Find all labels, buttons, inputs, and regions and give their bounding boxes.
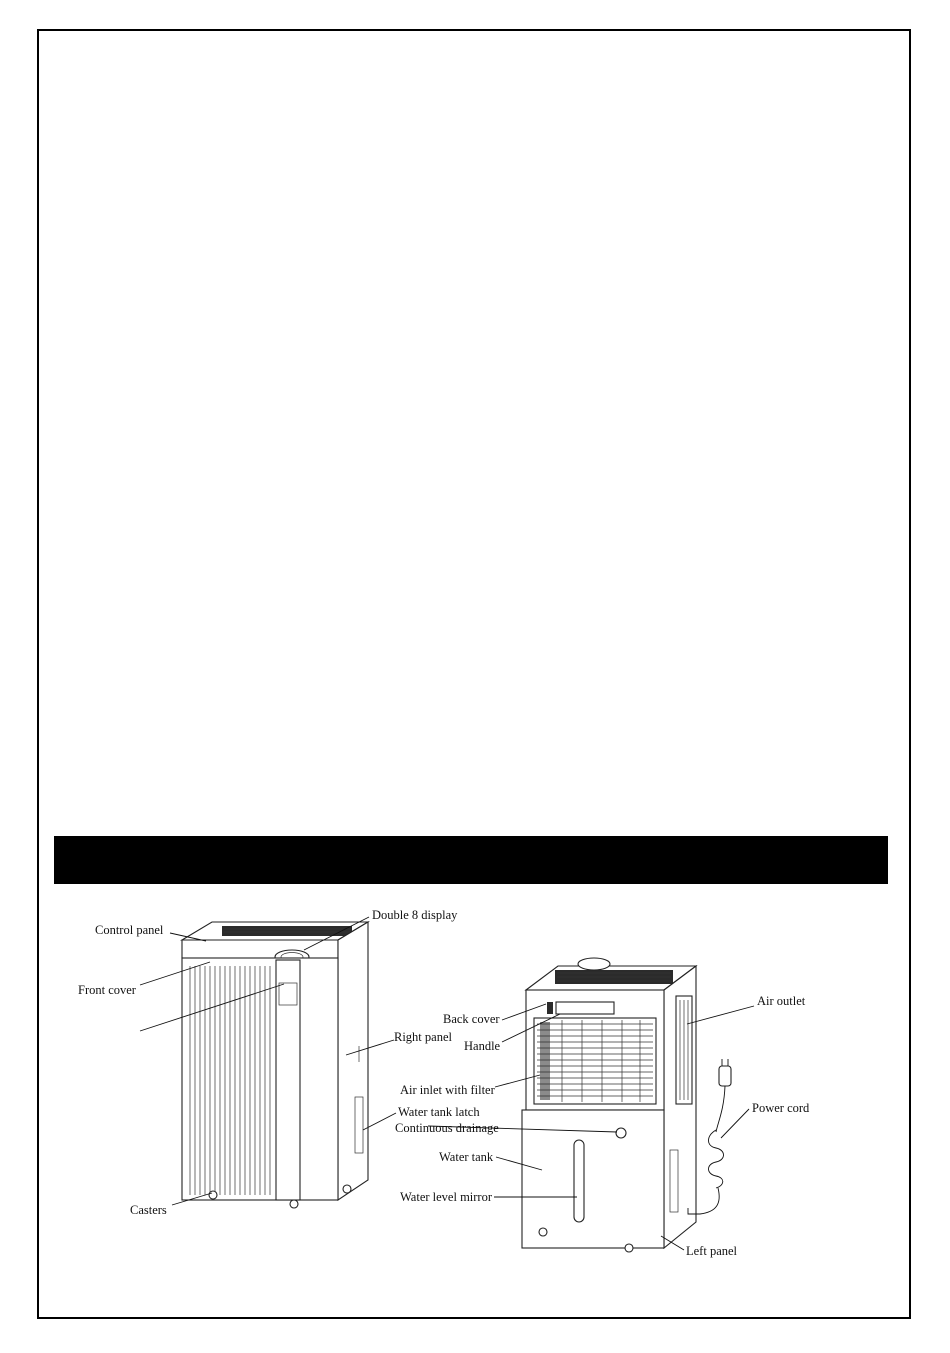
label-casters: Casters [130,1203,167,1217]
label-control-panel: Control panel [95,923,164,937]
top-grille [222,926,352,936]
label-water-tank-latch: Water tank latch [398,1105,480,1119]
label-power-cord: Power cord [752,1101,810,1115]
label-back-cover: Back cover [443,1012,500,1026]
water-tank-body [522,1110,664,1248]
label-water-tank: Water tank [439,1150,494,1164]
label-double-8-display: Double 8 display [372,908,458,922]
label-water-level-mirror: Water level mirror [400,1190,493,1204]
label-left-panel: Left panel [686,1244,738,1258]
handle-recess [556,1002,614,1014]
front-view-dehumidifier [182,922,368,1208]
air-inlet-grille [534,1018,656,1104]
label-handle: Handle [464,1039,501,1053]
label-continuous-drainage: Continuous drainage [395,1121,499,1135]
label-right-panel: Right panel [394,1030,452,1044]
label-air-inlet-with-filter: Air inlet with filter [400,1083,495,1097]
label-air-outlet: Air outlet [757,994,806,1008]
water-level-window [574,1140,584,1222]
label-front-cover: Front cover [78,983,136,997]
back-view-dehumidifier [522,958,731,1252]
drain-port [616,1128,626,1138]
